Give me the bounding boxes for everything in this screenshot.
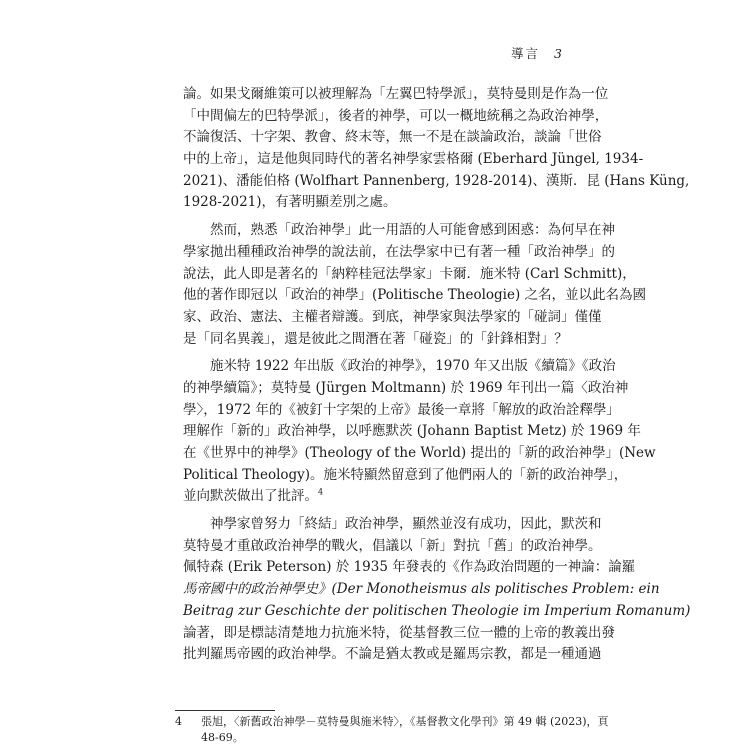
text-line: 不論復活、十字架、教會、終末等，無一不是在談論政治，談論「世俗 <box>183 129 602 146</box>
text-line: 然而，熟悉「政治神學」此一用語的人可能會感到困惑：為何早在神 <box>183 222 615 239</box>
text-line-with-footnote <box>183 486 573 508</box>
text-line: 並向默茨做出了批評。 <box>183 488 318 505</box>
text-line: 莫特曼才重啟政治神學的戰火，倡議以「新」對抗「舊」的政治神學。 <box>183 537 602 554</box>
text-line: 「中間偏左的巴特學派」，後者的神學，可以一概地統稱之為政治神學， <box>183 107 609 124</box>
text-line: 中的上帝」，這是他與同時代的著名神學家雲格爾 (Eberhard Jüngel, 1934- <box>183 151 644 168</box>
text-line: 批判羅馬帝國的政治神學。不論是猶太教或是羅馬宗教，都是一種通過 <box>183 646 602 663</box>
text-line: 1928-2021)，有著明顯差別之處。 <box>183 194 397 211</box>
text-line: 是「同名異義」，還是彼此之間潛在著「碰瓷」的「針鋒相對」？ <box>183 330 568 347</box>
text-line: 神學家曾努力「終結」政治神學，顯然並沒有成功，因此，默茨和 <box>183 516 602 533</box>
text-line: 學家拋出種種政治神學的說法前，在法學家中已有著一種「政治神學」的 <box>183 243 615 260</box>
text-line: 學〉，1972 年的《被釘十字架的上帝》最後一章將「解放的政治詮釋學」 <box>183 401 620 418</box>
text-line: 馬帝國中的政治神學史》(Der Monotheismus als politisches Problem: ein <box>183 581 660 598</box>
text-line: 家、政治、憲法、主權者辯護。到底，神學家與法學家的「碰詞」僅僅 <box>183 308 602 325</box>
text-line: 2021)、潘能伯格 (Wolfhart Pannenberg, 1928-2014)、漢斯．昆 (Hans Küng, <box>183 172 690 189</box>
text-line: 的神學續篇》；莫特曼 (Jürgen Moltmann) 於 1969 年刊出一篇〈政治神 <box>183 379 629 396</box>
text-line: 說法，此人即是著名的「納粹桂冠法學家」卡爾．施米特 (Carl Schmitt)， <box>183 265 636 282</box>
footnote-divider <box>175 710 275 711</box>
text-line: 施米特 1922 年出版《政治的神學》，1970 年又出版《續篇》《政治 <box>183 358 616 375</box>
text-line: 佩特森 (Erik Peterson) 於 1935 年發表的《作為政治問題的一神論：論羅 <box>183 559 636 576</box>
header-title: 導言 <box>511 46 541 61</box>
text-line: 他的著作即冠以「政治的神學」(Politische Theologie) 之名，並以此名為國 <box>183 287 647 304</box>
text-line: 在《世界中的神學》(Theology of the World) 提出的「新的政治神學」(New <box>183 445 656 461</box>
footnote-marker[interactable]: 4 <box>318 487 324 497</box>
running-header <box>511 44 564 62</box>
text-line: 論。如果戈爾維策可以被理解為「左翼巴特學派」，莫特曼則是作為一位 <box>183 86 609 102</box>
main-text <box>183 84 691 666</box>
page-number: 3 <box>554 46 564 61</box>
footnote-number: 4 <box>175 715 182 728</box>
text-line: Beitrag zur Geschichte der politischen Theologie im Imperium Romanum) <box>183 602 691 619</box>
text-line: Political Theology)。施米特顯然留意到了他們兩人的「新的政治神學」， <box>183 466 628 483</box>
footnote-text: 張旭，〈新舊政治神學－莫特曼與施米特〉，《基督教文化學刊》第 49 輯 (2023)，頁 <box>201 715 609 728</box>
footnote <box>175 714 609 746</box>
text-line: 理解作「新的」政治神學，以呼應默茨 (Johann Baptist Metz) 於 1969 年 <box>183 423 641 440</box>
text-line: 論著，即是標誌清楚地力抗施米特，從基督教三位一體的上帝的教義出發 <box>183 624 615 641</box>
footnote-text-continued: 48-69。 <box>201 731 244 744</box>
